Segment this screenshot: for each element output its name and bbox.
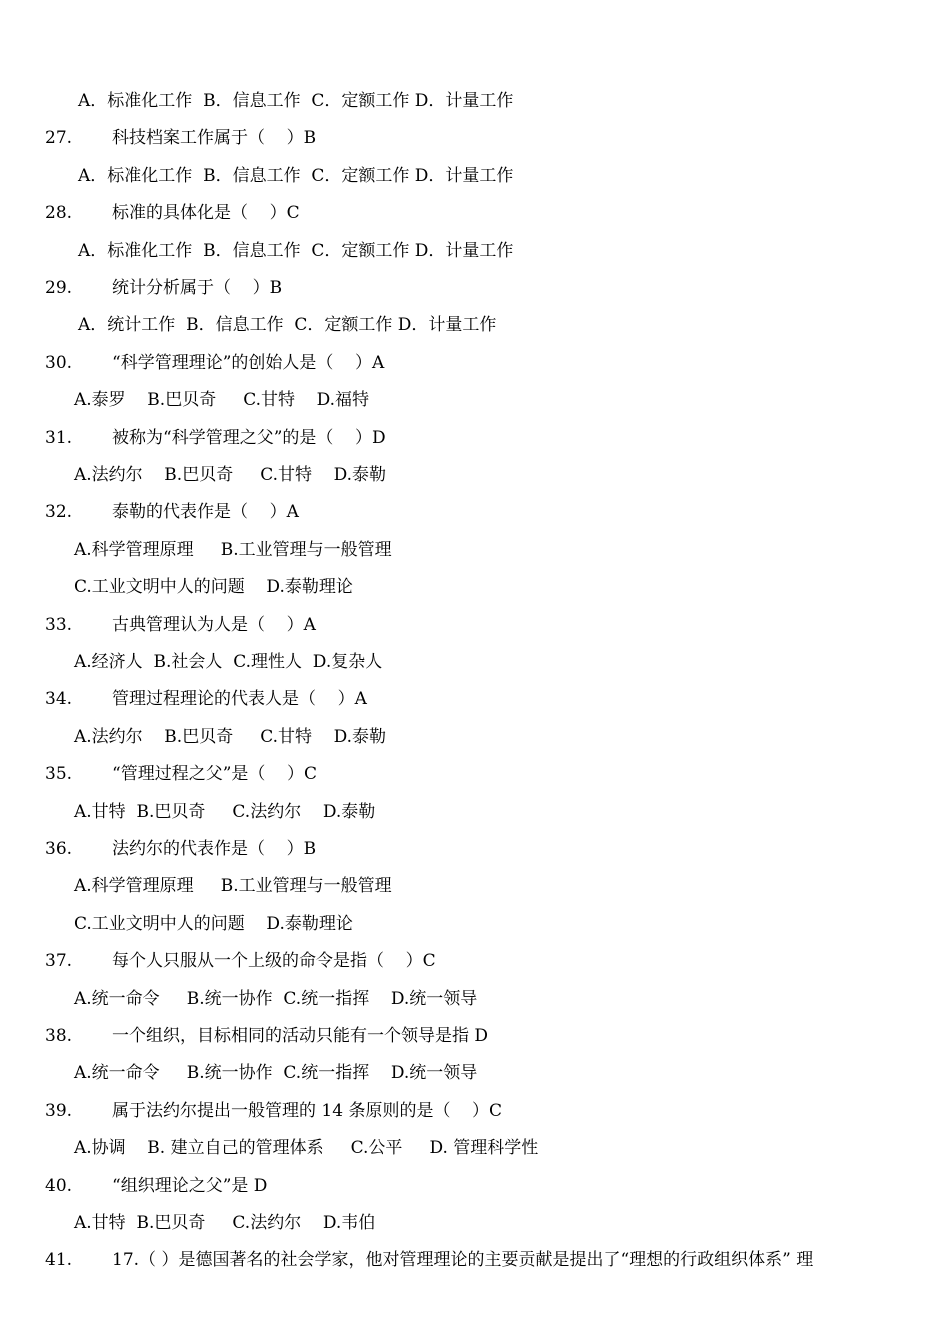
question-number: 27.	[45, 128, 73, 148]
options-text: A.甘特 B.巴贝奇 C.法约尔 D.韦伯	[74, 1213, 376, 1233]
question-line	[0, 1245, 950, 1275]
options-text: A.科学管理原理 B.工业管理与一般管理	[74, 876, 392, 896]
question-line	[0, 1096, 950, 1126]
question-number: 40.	[45, 1176, 73, 1196]
question-line	[0, 1021, 950, 1051]
options-text: A.泰罗 B.巴贝奇 C.甘特 D.福特	[74, 390, 370, 410]
question-text: 一个组织，目标相同的活动只能有一个领导是指 D	[112, 1026, 489, 1046]
options-line	[0, 1133, 950, 1163]
question-number: 39.	[45, 1101, 73, 1121]
options-text: A．统计工作 B．信息工作 C．定额工作 D．计量工作	[78, 315, 497, 335]
options-line	[0, 1058, 950, 1088]
options-line	[0, 86, 950, 116]
options-line	[0, 460, 950, 490]
question-text: 统计分析属于（ ）B	[112, 278, 283, 298]
question-line	[0, 610, 950, 640]
question-text: “管理过程之父”是（ ）C	[112, 764, 318, 784]
question-text: 被称为“科学管理之父”的是（ ）D	[112, 428, 386, 448]
question-number: 32.	[45, 502, 73, 522]
options-text: A．标准化工作 B．信息工作 C．定额工作 D．计量工作	[78, 166, 514, 186]
question-line	[0, 423, 950, 453]
options-text: C.工业文明中人的问题 D.泰勒理论	[74, 577, 353, 597]
options-line	[0, 797, 950, 827]
options-text: A.甘特 B.巴贝奇 C.法约尔 D.泰勒	[74, 802, 376, 822]
question-number: 36.	[45, 839, 73, 859]
question-number: 28.	[45, 203, 73, 223]
question-text: 17.（ ）是德国著名的社会学家，他对管理理论的主要贡献是提出了“理想的行政组织体系” 理	[112, 1250, 814, 1270]
question-number: 38.	[45, 1026, 73, 1046]
question-text: 属于法约尔提出一般管理的 14 条原则的是（ ）C	[112, 1101, 503, 1121]
question-text: 管理过程理论的代表人是（ ）A	[112, 689, 367, 709]
question-line	[0, 198, 950, 228]
options-line	[0, 984, 950, 1014]
question-text: 科技档案工作属于（ ）B	[112, 128, 317, 148]
question-line	[0, 273, 950, 303]
question-line	[0, 684, 950, 714]
question-line	[0, 497, 950, 527]
question-number: 37.	[45, 951, 73, 971]
question-text: 法约尔的代表作是（ ）B	[112, 839, 317, 859]
options-line	[0, 535, 950, 565]
options-text: A．标准化工作 B．信息工作 C．定额工作 D．计量工作	[78, 241, 514, 261]
options-text: A.科学管理原理 B.工业管理与一般管理	[74, 540, 392, 560]
question-text: “组织理论之父”是 D	[112, 1176, 268, 1196]
question-line	[0, 759, 950, 789]
question-text: 泰勒的代表作是（ ）A	[112, 502, 299, 522]
question-number: 33.	[45, 615, 73, 635]
options-line	[0, 385, 950, 415]
question-number: 34.	[45, 689, 73, 709]
question-number: 41.	[45, 1250, 73, 1270]
question-line	[0, 946, 950, 976]
options-line	[0, 310, 950, 340]
options-text: A.经济人 B.社会人 C.理性人 D.复杂人	[74, 652, 383, 672]
options-text: A．标准化工作 B．信息工作 C．定额工作 D．计量工作	[78, 91, 514, 111]
options-line	[0, 572, 950, 602]
question-number: 30.	[45, 353, 73, 373]
options-line	[0, 871, 950, 901]
question-text: “科学管理理论”的创始人是（ ）A	[112, 353, 385, 373]
options-text: C.工业文明中人的问题 D.泰勒理论	[74, 914, 353, 934]
question-number: 31.	[45, 428, 73, 448]
question-text: 标准的具体化是（ ）C	[112, 203, 300, 223]
question-line	[0, 1171, 950, 1201]
question-line	[0, 123, 950, 153]
question-line	[0, 834, 950, 864]
options-text: A.统一命令 B.统一协作 C.统一指挥 D.统一领导	[74, 1063, 478, 1083]
options-line	[0, 161, 950, 191]
question-text: 每个人只服从一个上级的命令是指（ ）C	[112, 951, 436, 971]
question-text: 古典管理认为人是（ ）A	[112, 615, 316, 635]
options-line	[0, 909, 950, 939]
options-line	[0, 236, 950, 266]
options-text: A.法约尔 B.巴贝奇 C.甘特 D.泰勒	[74, 465, 387, 485]
question-number: 35.	[45, 764, 73, 784]
question-line	[0, 348, 950, 378]
options-line	[0, 647, 950, 677]
options-line	[0, 722, 950, 752]
options-line	[0, 1208, 950, 1238]
question-number: 29.	[45, 278, 73, 298]
options-text: A.统一命令 B.统一协作 C.统一指挥 D.统一领导	[74, 989, 478, 1009]
options-text: A.协调 B. 建立自己的管理体系 C.公平 D. 管理科学性	[74, 1138, 539, 1158]
options-text: A.法约尔 B.巴贝奇 C.甘特 D.泰勒	[74, 727, 387, 747]
